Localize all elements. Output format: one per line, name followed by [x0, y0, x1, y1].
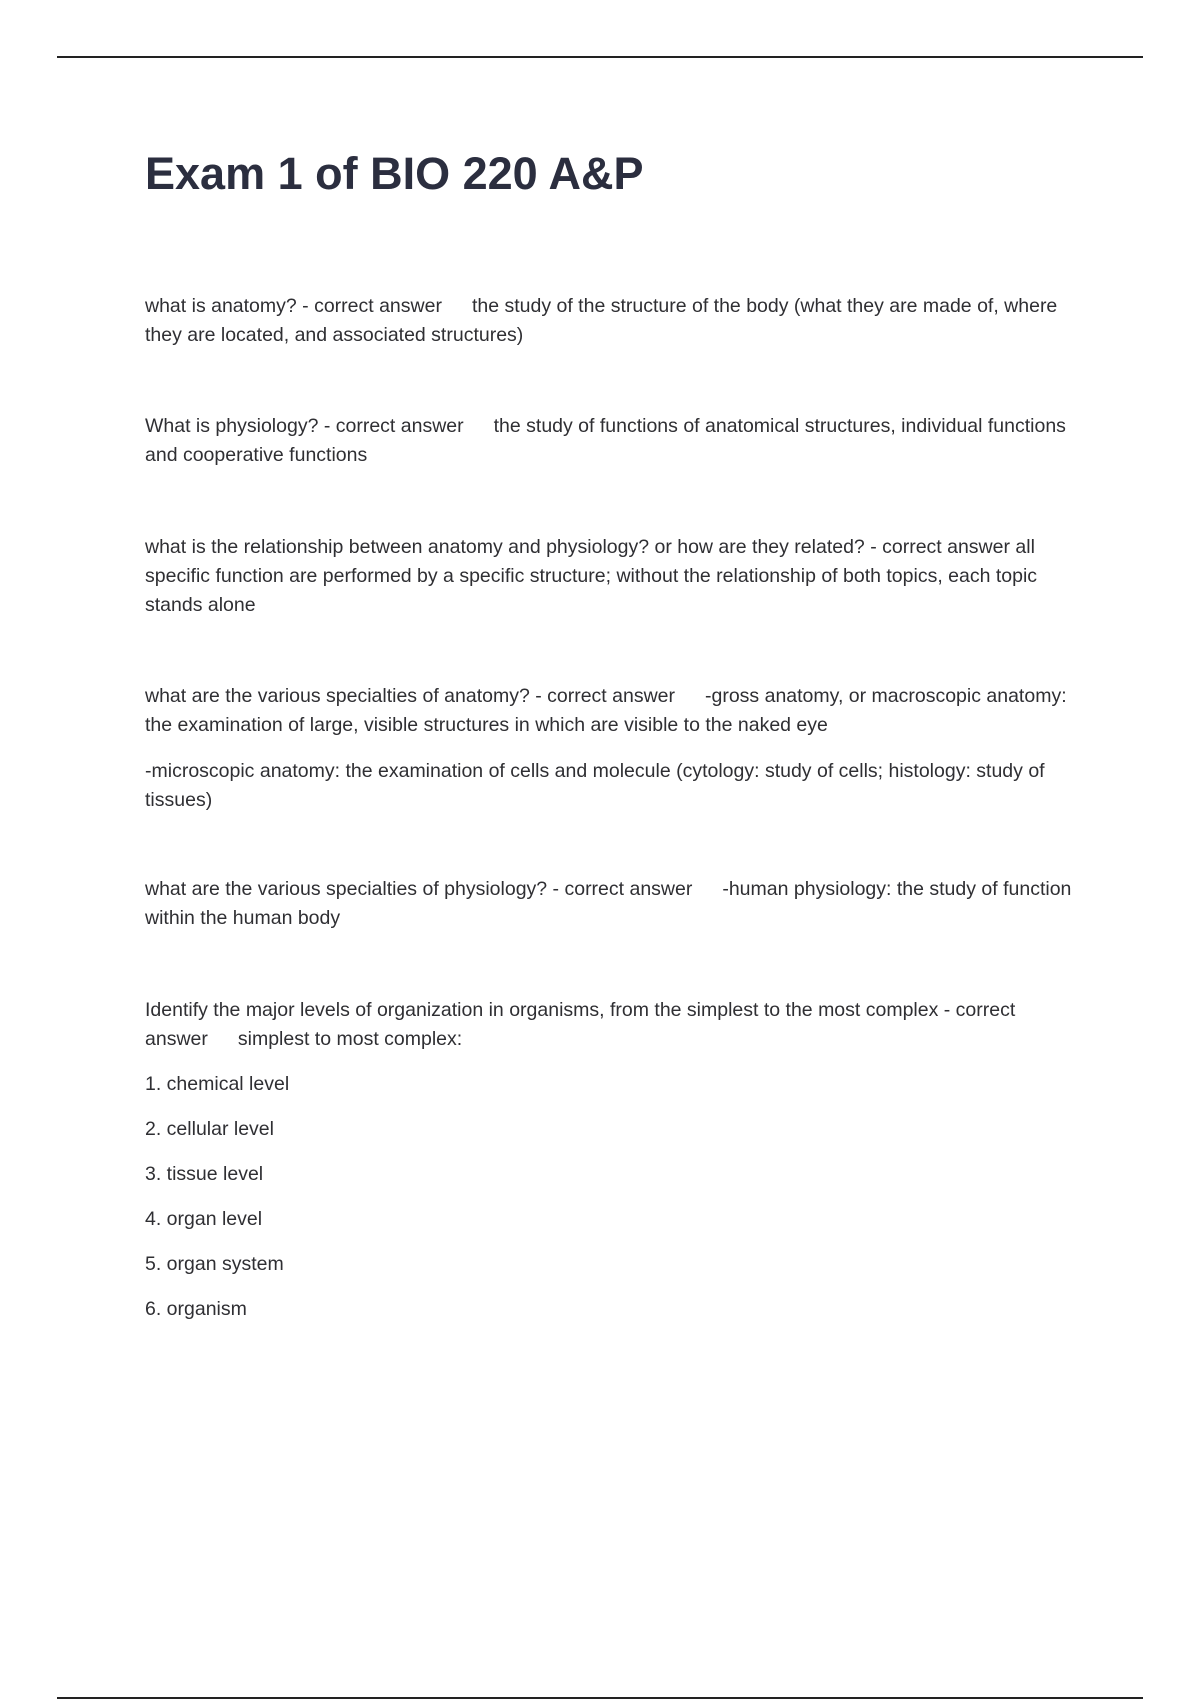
qa-text [145, 533, 1077, 620]
qa-text [145, 412, 1077, 470]
answer-extra: -microscopic anatomy: the examination of cells and molecule (cytology: study of cells; histology: study of tissues) [145, 760, 1045, 811]
answer-text: simplest to most complex: [237, 1028, 463, 1050]
qa-text [145, 292, 1077, 350]
page-title: Exam 1 of BIO 220 A&P [145, 148, 644, 199]
list-item: 1. chemical level [145, 1073, 290, 1095]
qa-item-physiology [145, 412, 1077, 470]
list-item: 2. cellular level [145, 1118, 274, 1140]
question-text: Identify the major levels of organization in organisms, from the simplest to the most complex - correct answer [145, 999, 1016, 1050]
list-item: 3. tissue level [145, 1163, 264, 1185]
qa-text [145, 682, 1077, 740]
question-text: what are the various specialties of physiology? - correct answer [145, 878, 693, 900]
answer-text: the study of functions of anatomical structures, individual functions and cooperative functions [145, 415, 1066, 466]
qa-item-physiology-specialties [145, 875, 1077, 933]
question-text: what are the various specialties of anatomy? - correct answer [145, 685, 675, 707]
top-divider [57, 56, 1143, 58]
answer-text: all specific function are performed by a specific structure; without the relationship of both topics, each topic stands alone [145, 536, 1038, 616]
bottom-divider [57, 1697, 1143, 1699]
qa-item-relationship [145, 533, 1077, 620]
list-item: 4. organ level [145, 1208, 263, 1230]
qa-item-levels [145, 996, 1077, 1324]
answer-text: -gross anatomy, or macroscopic anatomy: the examination of large, visible structures in which are visible to the naked eye [145, 685, 1067, 736]
qa-item-anatomy [145, 292, 1077, 350]
qa-item-anatomy-specialties [145, 682, 1077, 815]
answer-text: the study of the structure of the body (what they are made of, where they are located, and associated structures) [145, 295, 1058, 346]
list-item: 6. organism [145, 1298, 247, 1320]
qa-text [145, 996, 1077, 1054]
question-text: What is physiology? - correct answer [145, 415, 464, 437]
question-text: what is the relationship between anatomy and physiology? or how are they related? - correct answer [145, 536, 1010, 558]
question-text: what is anatomy? - correct answer [145, 295, 442, 317]
list-item: 5. organ system [145, 1253, 284, 1275]
answer-text: -human physiology: the study of function within the human body [145, 878, 1072, 929]
qa-text [145, 875, 1077, 933]
